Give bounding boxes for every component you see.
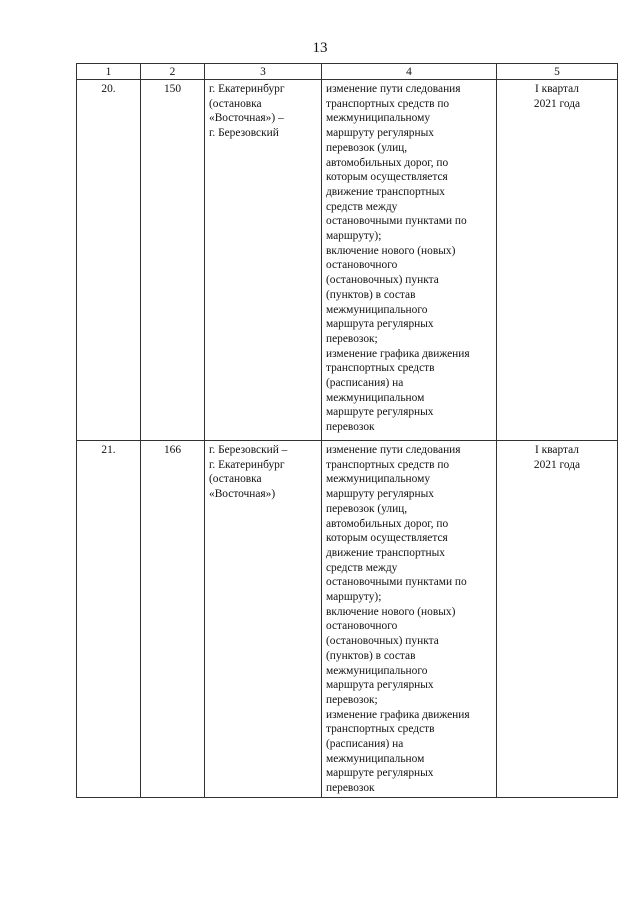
change-description-line: маршруте регулярных: [326, 406, 434, 419]
route-path-line: г. Екатеринбург: [209, 458, 285, 471]
change-description-line: перевозок (улиц,: [326, 502, 408, 515]
change-description-cell: [322, 80, 497, 441]
change-description-line: транспортных средств: [326, 362, 435, 375]
change-description-line: включение нового (новых): [326, 244, 456, 257]
route-changes-table: [76, 63, 618, 798]
change-description-line: перевозок: [326, 782, 375, 795]
change-description-line: (расписания) на: [326, 738, 404, 751]
change-description-line: межмуниципального: [326, 303, 428, 316]
change-description-line: (расписания) на: [326, 377, 404, 390]
page-number: 13: [312, 40, 328, 56]
change-description-line: средств между: [326, 561, 398, 574]
column-number-1: 1: [77, 64, 141, 80]
route-path-line: (остановка: [209, 473, 262, 486]
table-row: [77, 441, 618, 798]
change-description-line: транспортных средств: [326, 723, 435, 736]
change-description-line: межмуниципальном: [326, 752, 425, 765]
row-number-cell: [77, 441, 141, 798]
column-number-4: 4: [322, 64, 497, 80]
change-description-line: маршруту регулярных: [326, 127, 434, 140]
change-description-cell: [322, 441, 497, 798]
route-path-line: г. Екатеринбург: [209, 83, 285, 95]
change-description-line: которым осуществляется: [326, 171, 448, 184]
term-line: I квартал: [535, 444, 579, 456]
change-description-line: межмуниципальном: [326, 391, 425, 404]
term-line: I квартал: [535, 83, 579, 95]
row-number: 20.: [101, 83, 116, 95]
change-description-line: маршруту);: [326, 591, 382, 604]
route-number-cell: [141, 441, 205, 798]
change-description-line: остановочного: [326, 620, 398, 633]
change-description-line: изменение графика движения: [326, 708, 470, 721]
change-description-line: (остановочных) пункта: [326, 635, 439, 648]
change-description-line: маршрута регулярных: [326, 679, 434, 692]
column-number-row: [77, 64, 618, 80]
change-description-line: остановочными пунктами по: [326, 215, 467, 228]
route-path-cell: [205, 80, 322, 441]
term-line: 2021 года: [533, 97, 581, 110]
change-description-line: перевозок;: [326, 693, 378, 706]
route-number-cell: [141, 80, 205, 441]
route-path-line: г. Березовский –: [209, 444, 288, 456]
change-description-line: (остановочных) пункта: [326, 274, 439, 287]
row-number-cell: [77, 80, 141, 441]
change-description-line: остановочного: [326, 259, 398, 272]
row-number: 21.: [101, 444, 116, 456]
route-path-line: г. Березовский: [209, 127, 279, 140]
change-description-line: межмуниципальному: [326, 473, 431, 486]
column-number-2: 2: [141, 64, 205, 80]
change-description-line: маршруту регулярных: [326, 488, 434, 501]
route-number: 150: [163, 83, 182, 95]
change-description-line: перевозок (улиц,: [326, 141, 408, 154]
change-description-line: включение нового (новых): [326, 605, 456, 618]
change-description-line: маршруту);: [326, 230, 382, 243]
change-description-line: маршрута регулярных: [326, 318, 434, 331]
change-description-line: межмуниципальному: [326, 112, 431, 125]
change-description-line: перевозок;: [326, 332, 378, 345]
change-description-line: изменение пути следования: [326, 444, 461, 456]
table-row: [77, 80, 618, 441]
change-description-line: (пунктов) в состав: [326, 288, 416, 301]
change-description-line: (пунктов) в состав: [326, 649, 416, 662]
change-description-line: изменение пути следования: [326, 83, 461, 95]
change-description-line: автомобильных дорог, по: [326, 156, 449, 169]
route-path-line: «Восточная») –: [209, 112, 284, 125]
route-path-line: «Восточная»): [209, 488, 276, 501]
route-number: 166: [163, 444, 182, 456]
change-description-line: которым осуществляется: [326, 532, 448, 545]
change-description-line: изменение графика движения: [326, 347, 470, 360]
change-description-line: средств между: [326, 200, 398, 213]
column-number-3: 3: [205, 64, 322, 80]
change-description-line: транспортных средств по: [326, 97, 450, 110]
term-cell: [497, 80, 618, 441]
change-description-line: остановочными пунктами по: [326, 576, 467, 589]
change-description-line: межмуниципального: [326, 664, 428, 677]
route-path-cell: [205, 441, 322, 798]
change-description-line: транспортных средств по: [326, 458, 450, 471]
column-number-5: 5: [497, 64, 618, 80]
term-line: 2021 года: [533, 458, 581, 471]
change-description-line: движение транспортных: [326, 546, 445, 559]
change-description-line: движение транспортных: [326, 185, 445, 198]
route-path-line: (остановка: [209, 97, 262, 110]
change-description-line: перевозок: [326, 421, 375, 434]
term-cell: [497, 441, 618, 798]
change-description-line: автомобильных дорог, по: [326, 517, 449, 530]
change-description-line: маршруте регулярных: [326, 767, 434, 780]
